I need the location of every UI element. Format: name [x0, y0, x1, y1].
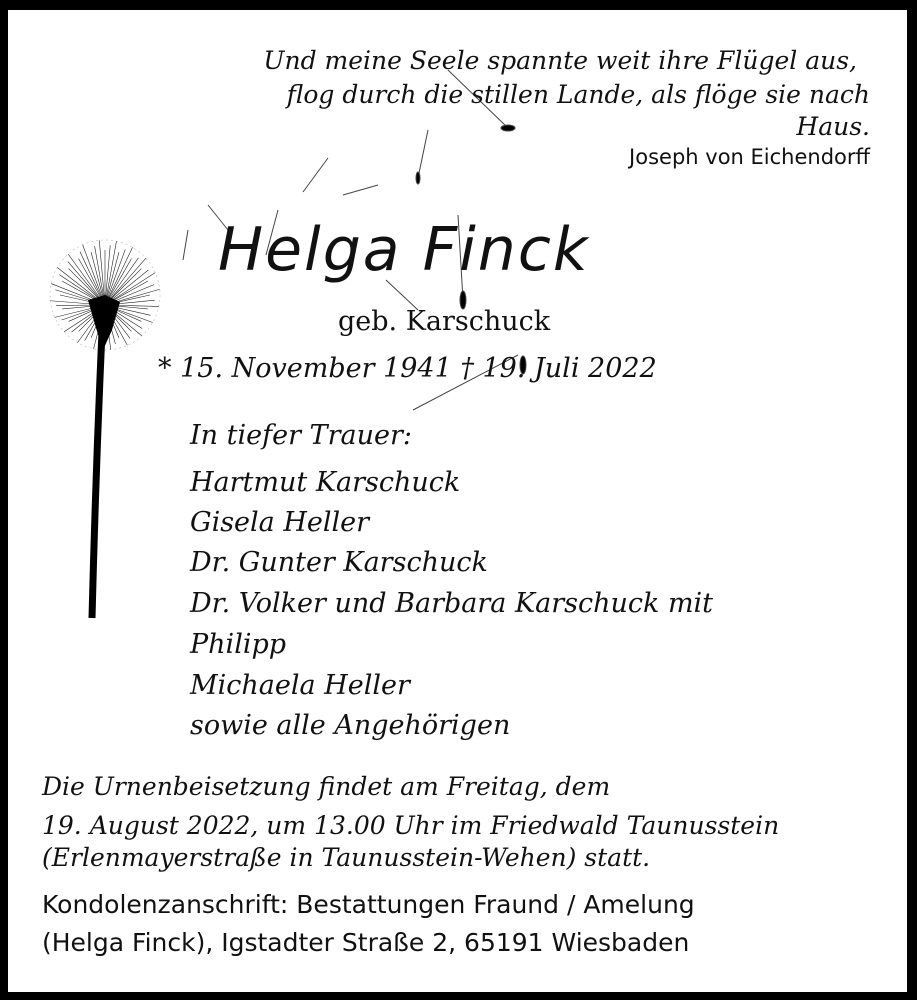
deceased-name: Helga Finck	[218, 215, 590, 285]
mourner-name: Philipp	[190, 629, 287, 660]
quote-line: Und meine Seele spannte weit ihre Flügel aus,	[263, 46, 857, 75]
ceremony-line: Die Urnenbeisetzung findet am Freitag, dem	[42, 772, 611, 801]
mourners-heading: In tiefer Trauer:	[190, 420, 412, 451]
condolence-line: Kondolenzanschrift: Bestattungen Fraund / Amelung	[42, 890, 695, 919]
mourner-name: sowie alle Angehörigen	[190, 710, 511, 741]
mourner-name: Hartmut Karschuck	[190, 467, 461, 498]
condolence-line: (Helga Finck), Igstadter Straße 2, 65191 Wiesbaden	[42, 928, 690, 957]
mourner-name: Michaela Heller	[190, 670, 410, 701]
obituary-card	[8, 10, 907, 992]
mourner-name: Dr. Gunter Karschuck	[190, 547, 488, 578]
ceremony-line: (Erlenmayerstraße in Taunusstein-Wehen) statt.	[42, 843, 651, 872]
ceremony-line: 19. August 2022, um 13.00 Uhr im Friedwald Taunusstein	[42, 811, 780, 840]
life-dates: * 15. November 1941 † 19. Juli 2022	[158, 353, 657, 384]
quote-author: Joseph von Eichendorff	[629, 145, 870, 169]
mourner-name: Dr. Volker und Barbara Karschuck mit	[190, 588, 714, 619]
quote-line: flog durch die stillen Lande, als flöge sie nach	[286, 80, 870, 109]
mourner-name: Gisela Heller	[190, 507, 370, 538]
dandelion-stem	[92, 310, 103, 618]
quote-line: Haus.	[796, 112, 870, 141]
maiden-name: geb. Karschuck	[338, 306, 551, 337]
